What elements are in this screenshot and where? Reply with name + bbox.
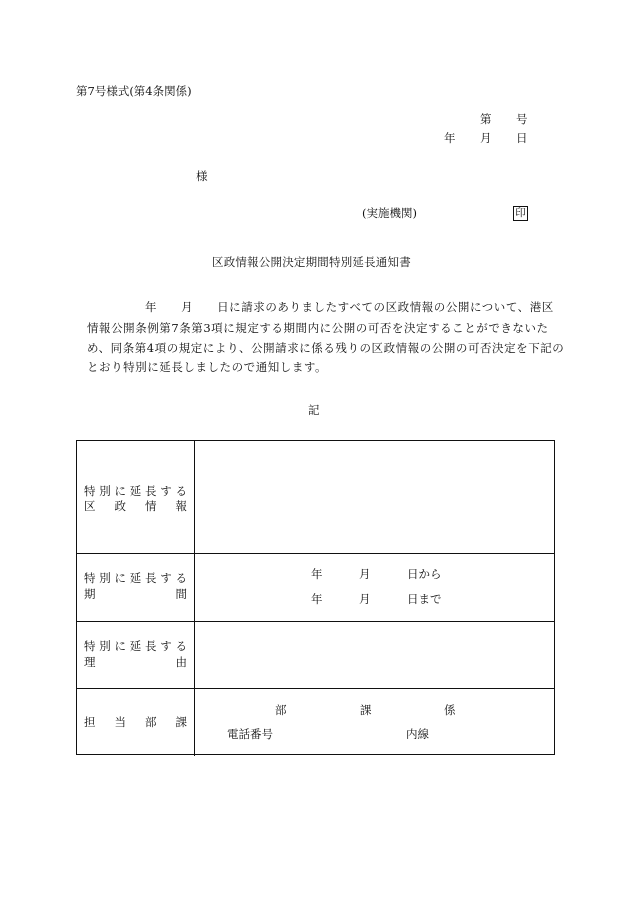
period-to-day: 日まで	[407, 592, 442, 606]
body-line-1	[87, 302, 554, 314]
date-day: 日	[516, 131, 528, 145]
label-line-extend: 特 別 に 延 長 す る	[84, 639, 187, 653]
label-cell-staff	[77, 689, 195, 756]
label-line-extend: 特 別 に 延 長 す る	[84, 571, 187, 585]
period-to-month: 月	[359, 592, 371, 606]
table-row-period	[77, 554, 554, 622]
value-cell-staff[interactable]	[195, 689, 554, 756]
issuer-label: (実施機関)	[362, 206, 417, 220]
value-cell-information[interactable]	[195, 441, 554, 553]
extension-label: 内線	[406, 727, 429, 741]
period-from-month: 月	[359, 567, 371, 581]
document-number-suffix: 号	[516, 112, 528, 126]
body-line-1-text: 日に請求のありましたすべての区政情報の公開について、港区	[217, 300, 554, 314]
label-cell-information	[77, 441, 195, 553]
label-line-staff: 担 当 部 課	[84, 715, 187, 729]
ki-heading: 記	[308, 403, 320, 417]
notice-table	[76, 440, 555, 755]
label-line-extend: 特 別 に 延 長 す る	[84, 484, 187, 498]
phone-number-label: 電話番号	[227, 727, 273, 741]
body-line-3: め、同条第4項の規定により、公開請求に係る残りの区政情報の公開の可否決定を下記の	[87, 341, 565, 355]
period-from-day: 日から	[407, 567, 442, 581]
seal-stamp: 印	[513, 206, 528, 221]
table-row-staff	[77, 689, 554, 756]
staff-section: 課	[360, 703, 372, 717]
addressee-honorific: 様	[196, 169, 208, 183]
date-year: 年	[444, 131, 456, 145]
staff-unit: 係	[444, 703, 456, 717]
body-month: 月	[181, 300, 194, 314]
document-title: 区政情報公開決定期間特別延長通知書	[212, 255, 411, 269]
date-month: 月	[480, 131, 492, 145]
document-number-prefix: 第	[480, 112, 492, 126]
label-line-information: 区 政 情 報	[84, 499, 187, 513]
staff-department: 部	[275, 703, 287, 717]
value-cell-period[interactable]	[195, 554, 554, 621]
table-row-reason	[77, 622, 554, 689]
body-year: 年	[145, 300, 158, 314]
value-cell-reason[interactable]	[195, 622, 554, 688]
body-line-4: とおり特別に延長しましたので通知します。	[87, 360, 328, 374]
period-from-year: 年	[311, 567, 323, 581]
label-cell-reason	[77, 622, 195, 688]
form-number: 第7号様式(第4条関係)	[76, 84, 192, 98]
period-to-year: 年	[311, 592, 323, 606]
body-line-2: 情報公開条例第7条第3項に規定する期間内に公開の可否を決定することができないた	[87, 321, 549, 335]
label-line-period: 期 間	[84, 587, 187, 601]
label-cell-period	[77, 554, 195, 621]
table-row-information	[77, 441, 554, 554]
label-line-reason: 理 由	[84, 655, 187, 669]
